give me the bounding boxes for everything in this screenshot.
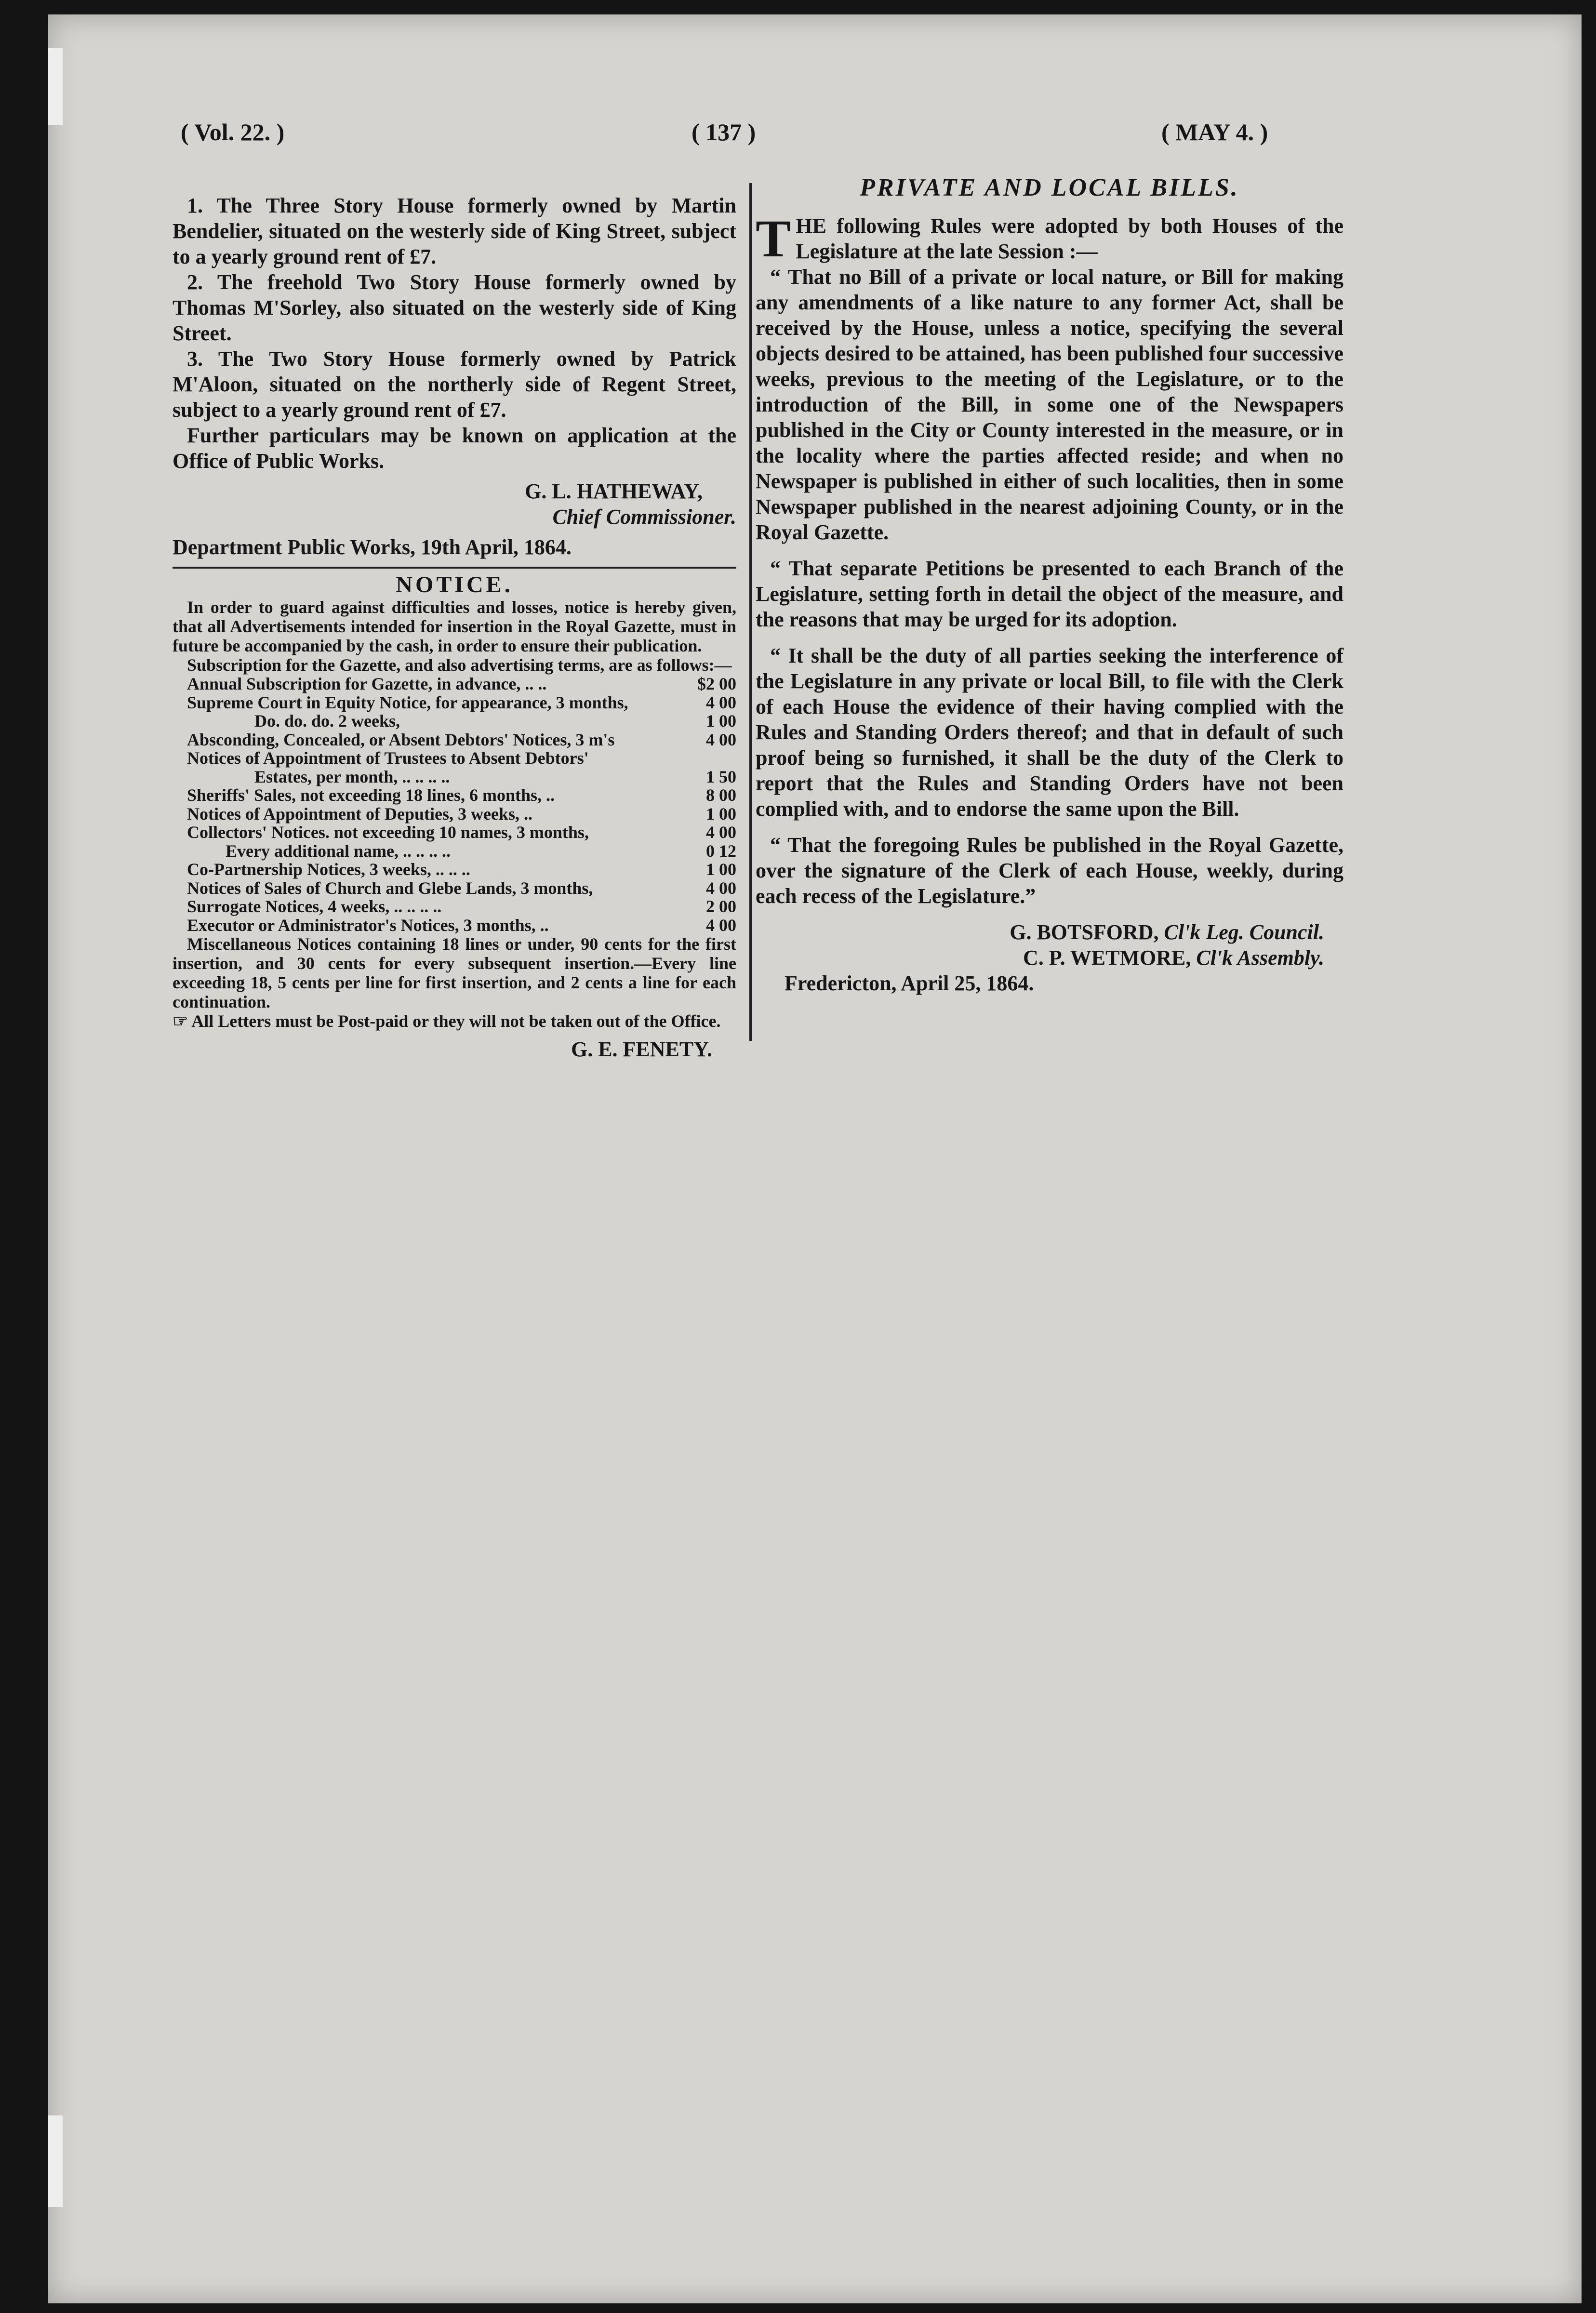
rate-row: Every additional name, .. .. .. .. 0 12 [226, 841, 736, 861]
rate-row: Notices of Appointment of Deputies, 3 weeks, .. 1 00 [187, 804, 736, 824]
notice-title: NOTICE. [396, 572, 513, 598]
issue-date: ( MAY 4. ) [1161, 119, 1268, 146]
clerk-council-signature: G. BOTSFORD, Cl'k Leg. Council. [1010, 920, 1324, 944]
rates-list [173, 675, 736, 934]
further-particulars: Further particulars may be known on application at the Office of Public Works. [173, 424, 736, 473]
property-item: 2. The freehold Two Story House formerly owned by Thomas M'Sorley, also situated on the westerly side of King Street. [173, 270, 736, 345]
rate-row: Notices of Sales of Church and Glebe Lands, 3 months, 4 00 [187, 878, 736, 898]
signer-title: Chief Commissioner. [552, 505, 736, 529]
bills-intro [756, 209, 1343, 268]
rule-paragraph: “ It shall be the duty of all parties seeking the interference of the Legislature in any private or local Bill, to file with the Clerk of each House the evidence of their having complied with the Rules and Standing Orders thereof; and that in default of such proof being so furnished, it shall be the duty of the Clerk to report that the Rules and Standing Orders have not been complied with, and to endorse the same upon the Bill. [756, 644, 1343, 821]
clerk-assembly-signature: C. P. WETMORE, Cl'k Assembly. [1023, 946, 1324, 970]
rule-paragraph: “ That the foregoing Rules be published in the Royal Gazette, over the signature of the Clerk of each House, weekly, during each recess of the Legislature.” [756, 833, 1343, 908]
volume-label: ( Vol. 22. ) [181, 119, 285, 146]
property-item: 3. The Two Story House formerly owned by Patrick M'Aloon, situated on the northerly side of Regent Street, subject to a yearly ground rent of £7. [173, 347, 736, 422]
rate-row: Co-Partnership Notices, 3 weeks, .. .. .. 1 00 [187, 860, 736, 879]
newspaper-page [48, 14, 1582, 2303]
bleed-through-region [863, 1065, 1528, 2101]
page-number: ( 137 ) [692, 119, 756, 146]
signer-name: G. L. HATHEWAY, [525, 479, 703, 503]
left-column [173, 193, 736, 1062]
section-rule [173, 567, 736, 569]
misc-notices: Miscellaneous Notices containing 18 lines or under, 90 cents for the first insertion, and 30 cents for every subsequent insertion.—Every line exceeding 18, 5 cents per line for first insertion, and 2 cents a line for each continuation. [173, 934, 736, 1011]
rate-row: Collectors' Notices. not exceeding 10 names, 3 months, 4 00 [187, 823, 736, 842]
rate-row: Do. do. do. 2 weeks, 1 00 [254, 711, 736, 731]
rate-row: Surrogate Notices, 4 weeks, .. .. .. .. 2 00 [187, 897, 736, 916]
notice-signer: G. E. FENETY. [571, 1037, 712, 1061]
rate-row: Sheriffs' Sales, not exceeding 18 lines, 6 months, .. 8 00 [187, 785, 736, 805]
rate-row: Absconding, Concealed, or Absent Debtors' Notices, 3 m's 4 00 [187, 730, 736, 749]
property-item: 1. The Three Story House formerly owned by Martin Bendelier, situated on the westerly side of King Street, subject to a yearly ground rent of £7. [173, 194, 736, 268]
scan-edge-tab [48, 2115, 63, 2207]
rate-row: Estates, per month, .. .. .. .. 1 50 [254, 767, 736, 786]
letters-notice: ☞ All Letters must be Post-paid or they will not be taken out of the Office. [173, 1011, 721, 1031]
rate-row: Annual Subscription for Gazette, in advance, .. .. $2 00 [187, 674, 736, 693]
rule-paragraph: “ That no Bill of a private or local nature, or Bill for making any amendments of a like nature to any former Act, shall be received by the House, unless a notice, specifying the several objects desired to be attained, has been published four successive weeks, previous to the meeting of the Legislature, or to the introduction of the Bill, in some one of the Newspapers published in the City or County interested in the measure, or in the locality where the parties affected reside; and when no Newspaper is published in either of such localities, then in some Newspaper published in the nearest adjoining County, or in the Royal Gazette. [756, 265, 1343, 544]
column-divider [749, 183, 752, 1041]
scan-edge-tab [48, 48, 63, 125]
place-date: Fredericton, April 25, 1864. [785, 971, 1034, 995]
rate-row: Supreme Court in Equity Notice, for appearance, 3 months, 4 00 [187, 692, 736, 712]
bills-intro-text: HE following Rules were adopted by both Houses of the Legislature at the late Session :— [796, 214, 1343, 263]
department-line: Department Public Works, 19th April, 1864. [173, 535, 572, 559]
rule-paragraph: “ That separate Petitions be presented to each Branch of the Legislature, setting forth in detail the object of the measure, and the reasons that may be urged for its adoption. [756, 557, 1343, 631]
rate-row: Executor or Administrator's Notices, 3 months, .. 4 00 [187, 915, 736, 935]
notice-intro: In order to guard against difficulties and losses, notice is hereby given, that all Advertisements intended for insertion in the Royal Gazette, must in future be accompanied by the cash, in order to ensure their publication. [173, 598, 736, 655]
bills-title: PRIVATE AND LOCAL BILLS. [860, 174, 1239, 201]
rate-row: Notices of Appointment of Trustees to Absent Debtors' [187, 748, 589, 768]
right-column [756, 173, 1343, 996]
drop-cap: T [756, 209, 791, 268]
notice-subscription: Subscription for the Gazette, and also advertising terms, are as follows:— [187, 655, 732, 675]
